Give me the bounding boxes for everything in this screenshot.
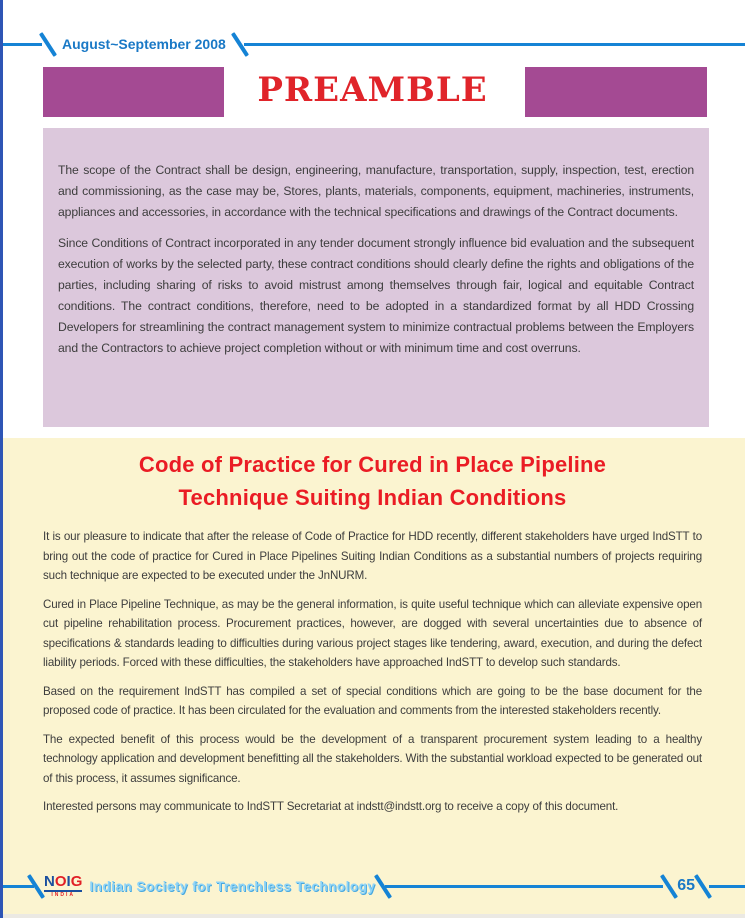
rule-line <box>709 885 745 888</box>
article-paragraph: Cured in Place Pipeline Technique, as may be the general information, is quite useful technique which can alleviate expensive open cut pipeline rehabilitation process. Procurement practices, however, are dogged with several uncertainties due to absence of specifications & standards leading to difficulties during various project stages like tendering, award, execution, and during the defect liability periods. Forced with these difficulties, the stakeholders have approached IndSTT to develop such standards. <box>43 597 702 669</box>
nodig-logo <box>44 874 82 898</box>
page-left-border <box>0 0 3 918</box>
nodig-logo-letters <box>44 874 82 892</box>
logo-letter: I <box>66 873 71 890</box>
preamble-paragraph: Since Conditions of Contract incorporated in any tender document strongly influence bid evaluation and the subsequent execution of works by the selected party, these contract conditions should clearly define the rights and obligations of the parties, including sharing of risks to avoid mistrust among themselves through fair, logical and equitable Contract conditions. The contract conditions, therefore, need to be adopted in a standardized format by all HDD Crossing Developers for streamlining the contract management system to minimize contractual problems between the Employers and the Contractors to achieve project completion without or with minimum time and cost overruns. <box>58 236 694 355</box>
page-number: 65 <box>677 877 695 894</box>
article-paragraph: Based on the requirement IndSTT has compiled a set of special conditions which are going to be the base document for the proposed code of practice. It has been circulated for the evaluation and comments from the interested stakeholders recently. <box>43 684 702 717</box>
article-paragraph: It is our pleasure to indicate that after the release of Code of Practice for HDD recently, different stakeholders have urged IndSTT to bring out the code of practice for Cured in Place Pipelines Suiting Indian Conditions as a substantial numbers of projects requiring such technique are expected to be executed under the JnNURM. <box>43 530 702 582</box>
rule-line <box>385 885 663 888</box>
rule-line <box>0 43 42 46</box>
issue-date-label: August~September 2008 <box>62 36 226 52</box>
preamble-title: PREAMBLE <box>257 70 488 110</box>
rule-line <box>244 43 745 46</box>
issue-bar <box>0 31 745 57</box>
logo-letter: N <box>44 873 55 890</box>
preamble-paragraph: The scope of the Contract shall be design, engineering, manufacture, transportation, supply, inspection, test, erection and commissioning, as the case may be, Stores, plants, materials, components, equipment, machineries, instruments, appliances and accessories, in accordance with the technical specifications and drawings of the Contract documents. <box>58 163 694 219</box>
page-bottom-edge <box>0 914 745 918</box>
footer-bar <box>0 868 745 904</box>
article-heading <box>30 448 715 514</box>
article-section <box>0 438 745 918</box>
article-heading-line: Code of Practice for Cured in Place Pipeline <box>138 452 607 477</box>
article-paragraph: The expected benefit of this process would be the development of a transparent procurement system leading to a healthy technology application and development benefitting all the stakeholders. With the substantial workload expected to be generated out of this process, it assumes significance. <box>43 732 702 785</box>
society-name: Indian Society for Trenchless Technology <box>89 878 376 894</box>
logo-letter: O <box>54 873 67 890</box>
purple-block-right <box>525 67 707 117</box>
logo-subtext: INDIA <box>51 892 75 898</box>
preamble-panel <box>43 128 709 427</box>
article-body <box>43 527 702 817</box>
article-paragraph: Interested persons may communicate to IndSTT Secretariat at indstt@indstt.org to receive a copy of this document. <box>43 800 619 813</box>
article-heading-line: Technique Suiting Indian Conditions <box>178 485 567 510</box>
preamble-band <box>0 67 745 117</box>
logo-letter: G <box>70 873 83 890</box>
rule-line <box>0 885 34 888</box>
